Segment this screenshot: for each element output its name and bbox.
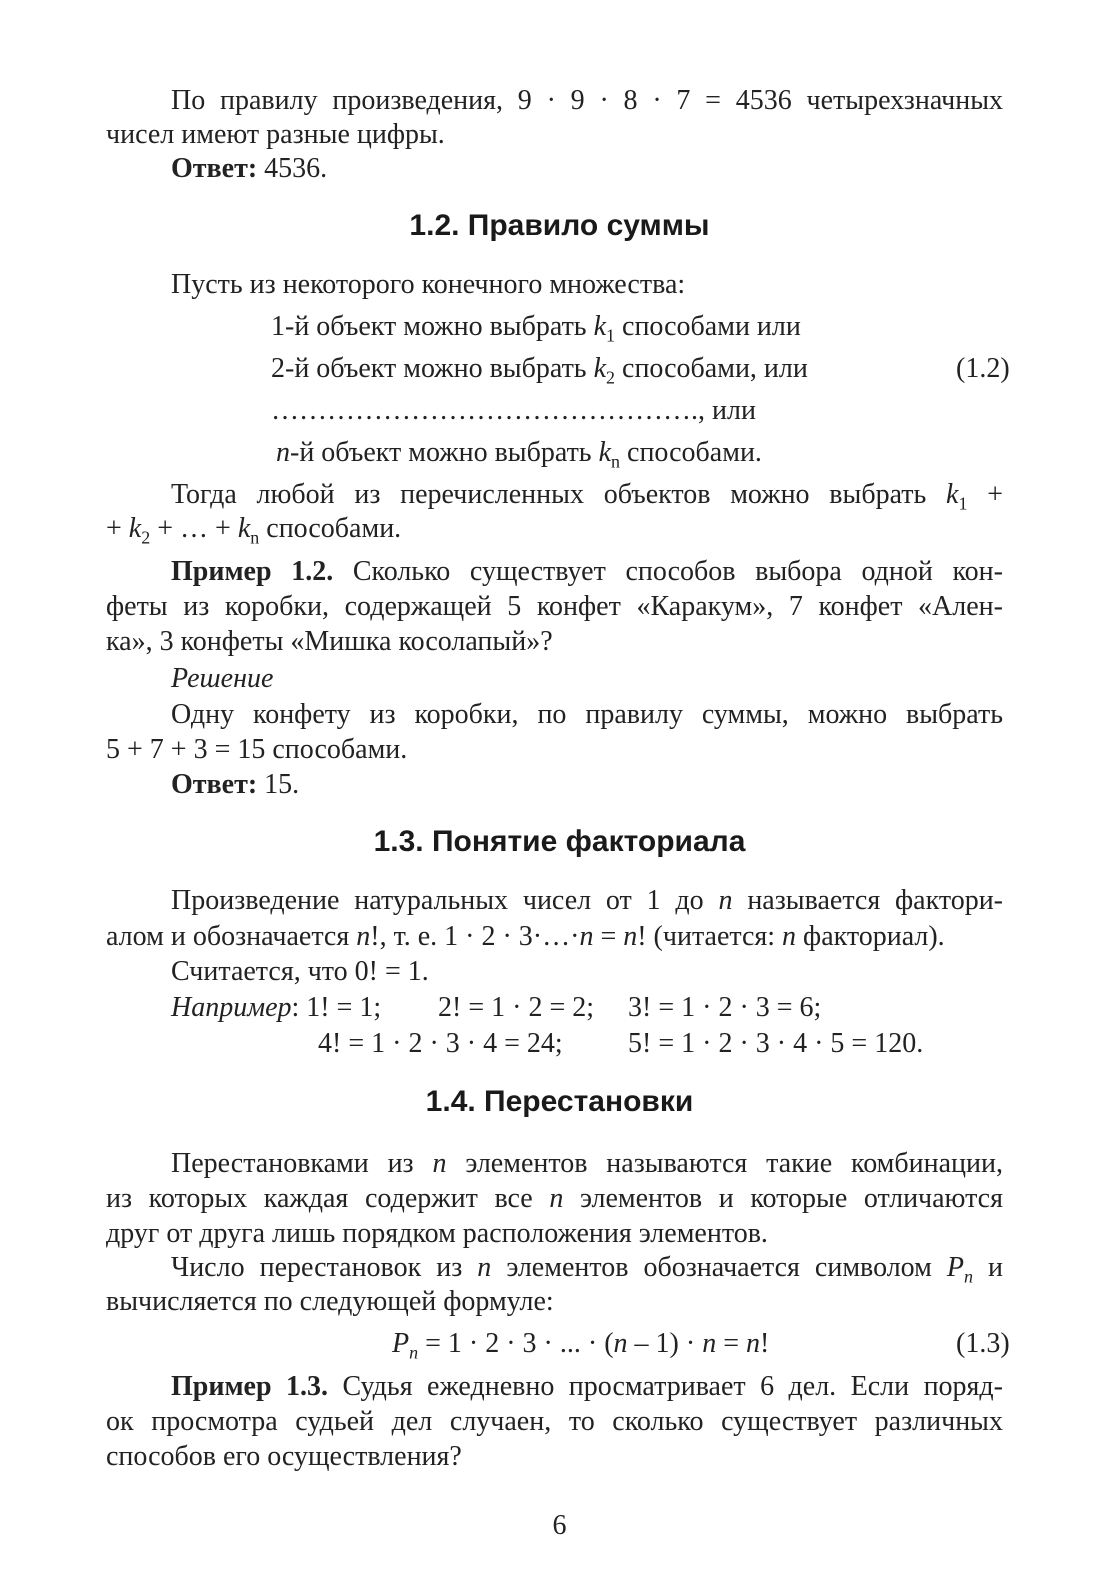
paragraph-line: Пусть из некоторого конечного множества: [171, 269, 686, 300]
paragraph-line: 5 + 7 + 3 = 15 способами. [106, 734, 408, 765]
list-item: n-й объект можно выбрать $k_n$ способами. [276, 437, 762, 472]
example-line: Например: 1! = 1; [171, 992, 382, 1023]
example-line: 2! = 1 · 2 = 2; [438, 992, 595, 1023]
example-line: Пример 1.2. Сколько существует способов выбора одной кон- [171, 556, 1003, 587]
paragraph-line: из которых каждая содержит все n элементов и которые отличаются [106, 1183, 1003, 1214]
answer-line: Ответ: 4536. [171, 153, 328, 184]
paragraph-line: чисел имеют разные цифры. [106, 119, 445, 150]
list-item: 2-й объект можно выбрать $k_2$ способами, или [271, 353, 808, 388]
section-heading-1-2: 1.2. Правило суммы [409, 209, 710, 242]
list-item: 1-й объект можно выбрать $k_1$ способами или [271, 311, 801, 346]
paragraph-line: друг от друга лишь порядком расположения элементов. [106, 1218, 768, 1249]
paragraph-line: Считается, что 0! = 1. [171, 956, 429, 987]
paragraph-line: + $k_2$ + … + $k_n$ способами. [106, 513, 402, 548]
paragraph-line: Одну конфету из коробки, по правилу суммы, можно выбрать [171, 699, 1003, 730]
paragraph-line: вычисляется по следующей формуле: [106, 1286, 554, 1317]
example-line: ок просмотра судьей дел случаен, то сколько существует различных [106, 1406, 1003, 1437]
formula-line: $P_n = 1 \cdot 2 \cdot 3$ · ... · (n – 1) · n = n! [392, 1328, 770, 1363]
example-line: 3! = 1 · 2 · 3 = 6; [628, 992, 822, 1023]
example-line: Пример 1.3. Судья ежедневно просматривает 6 дел. Если поряд- [171, 1371, 1003, 1402]
example-line: способов его осуществления? [106, 1441, 462, 1472]
page-number: 6 [552, 1510, 567, 1541]
paragraph-line: Произведение натуральных чисел от 1 до n называется фактори- [171, 885, 1003, 916]
example-line: феты из коробки, содержащей 5 конфет «Каракум», 7 конфет «Ален- [106, 591, 1003, 622]
paragraph-line: Тогда любой из перечисленных объектов можно выбрать $k_1$ + [171, 479, 1003, 514]
equation-number: (1.2) [956, 353, 1010, 384]
section-heading-1-4: 1.4. Перестановки [425, 1085, 694, 1118]
solution-label: Решение [171, 663, 274, 694]
list-item: ………………………………………., или [271, 395, 756, 426]
paragraph-line: алом и обозначается n!, т. е. 1 · 2 · 3·…·n = n! (читается: n факториал). [106, 921, 945, 952]
paragraph-line: Перестановками из n элементов называются такие комбинации, [171, 1148, 1003, 1179]
example-line: 4! = 1 · 2 · 3 · 4 = 24; [318, 1028, 563, 1059]
example-line: ка», 3 конфеты «Мишка косолапый»? [106, 626, 553, 657]
paragraph-line: По правилу произведения, 9 · 9 · 8 · 7 = 4536 четырехзначных [171, 85, 1003, 116]
equation-number: (1.3) [956, 1328, 1010, 1359]
section-heading-1-3: 1.3. Понятие факториала [373, 825, 746, 858]
example-line: 5! = 1 · 2 · 3 · 4 · 5 = 120. [628, 1028, 924, 1059]
paragraph-line: Число перестановок из n элементов обозначается символом $P_n$ и [171, 1252, 1004, 1287]
answer-line: Ответ: 15. [171, 769, 300, 800]
